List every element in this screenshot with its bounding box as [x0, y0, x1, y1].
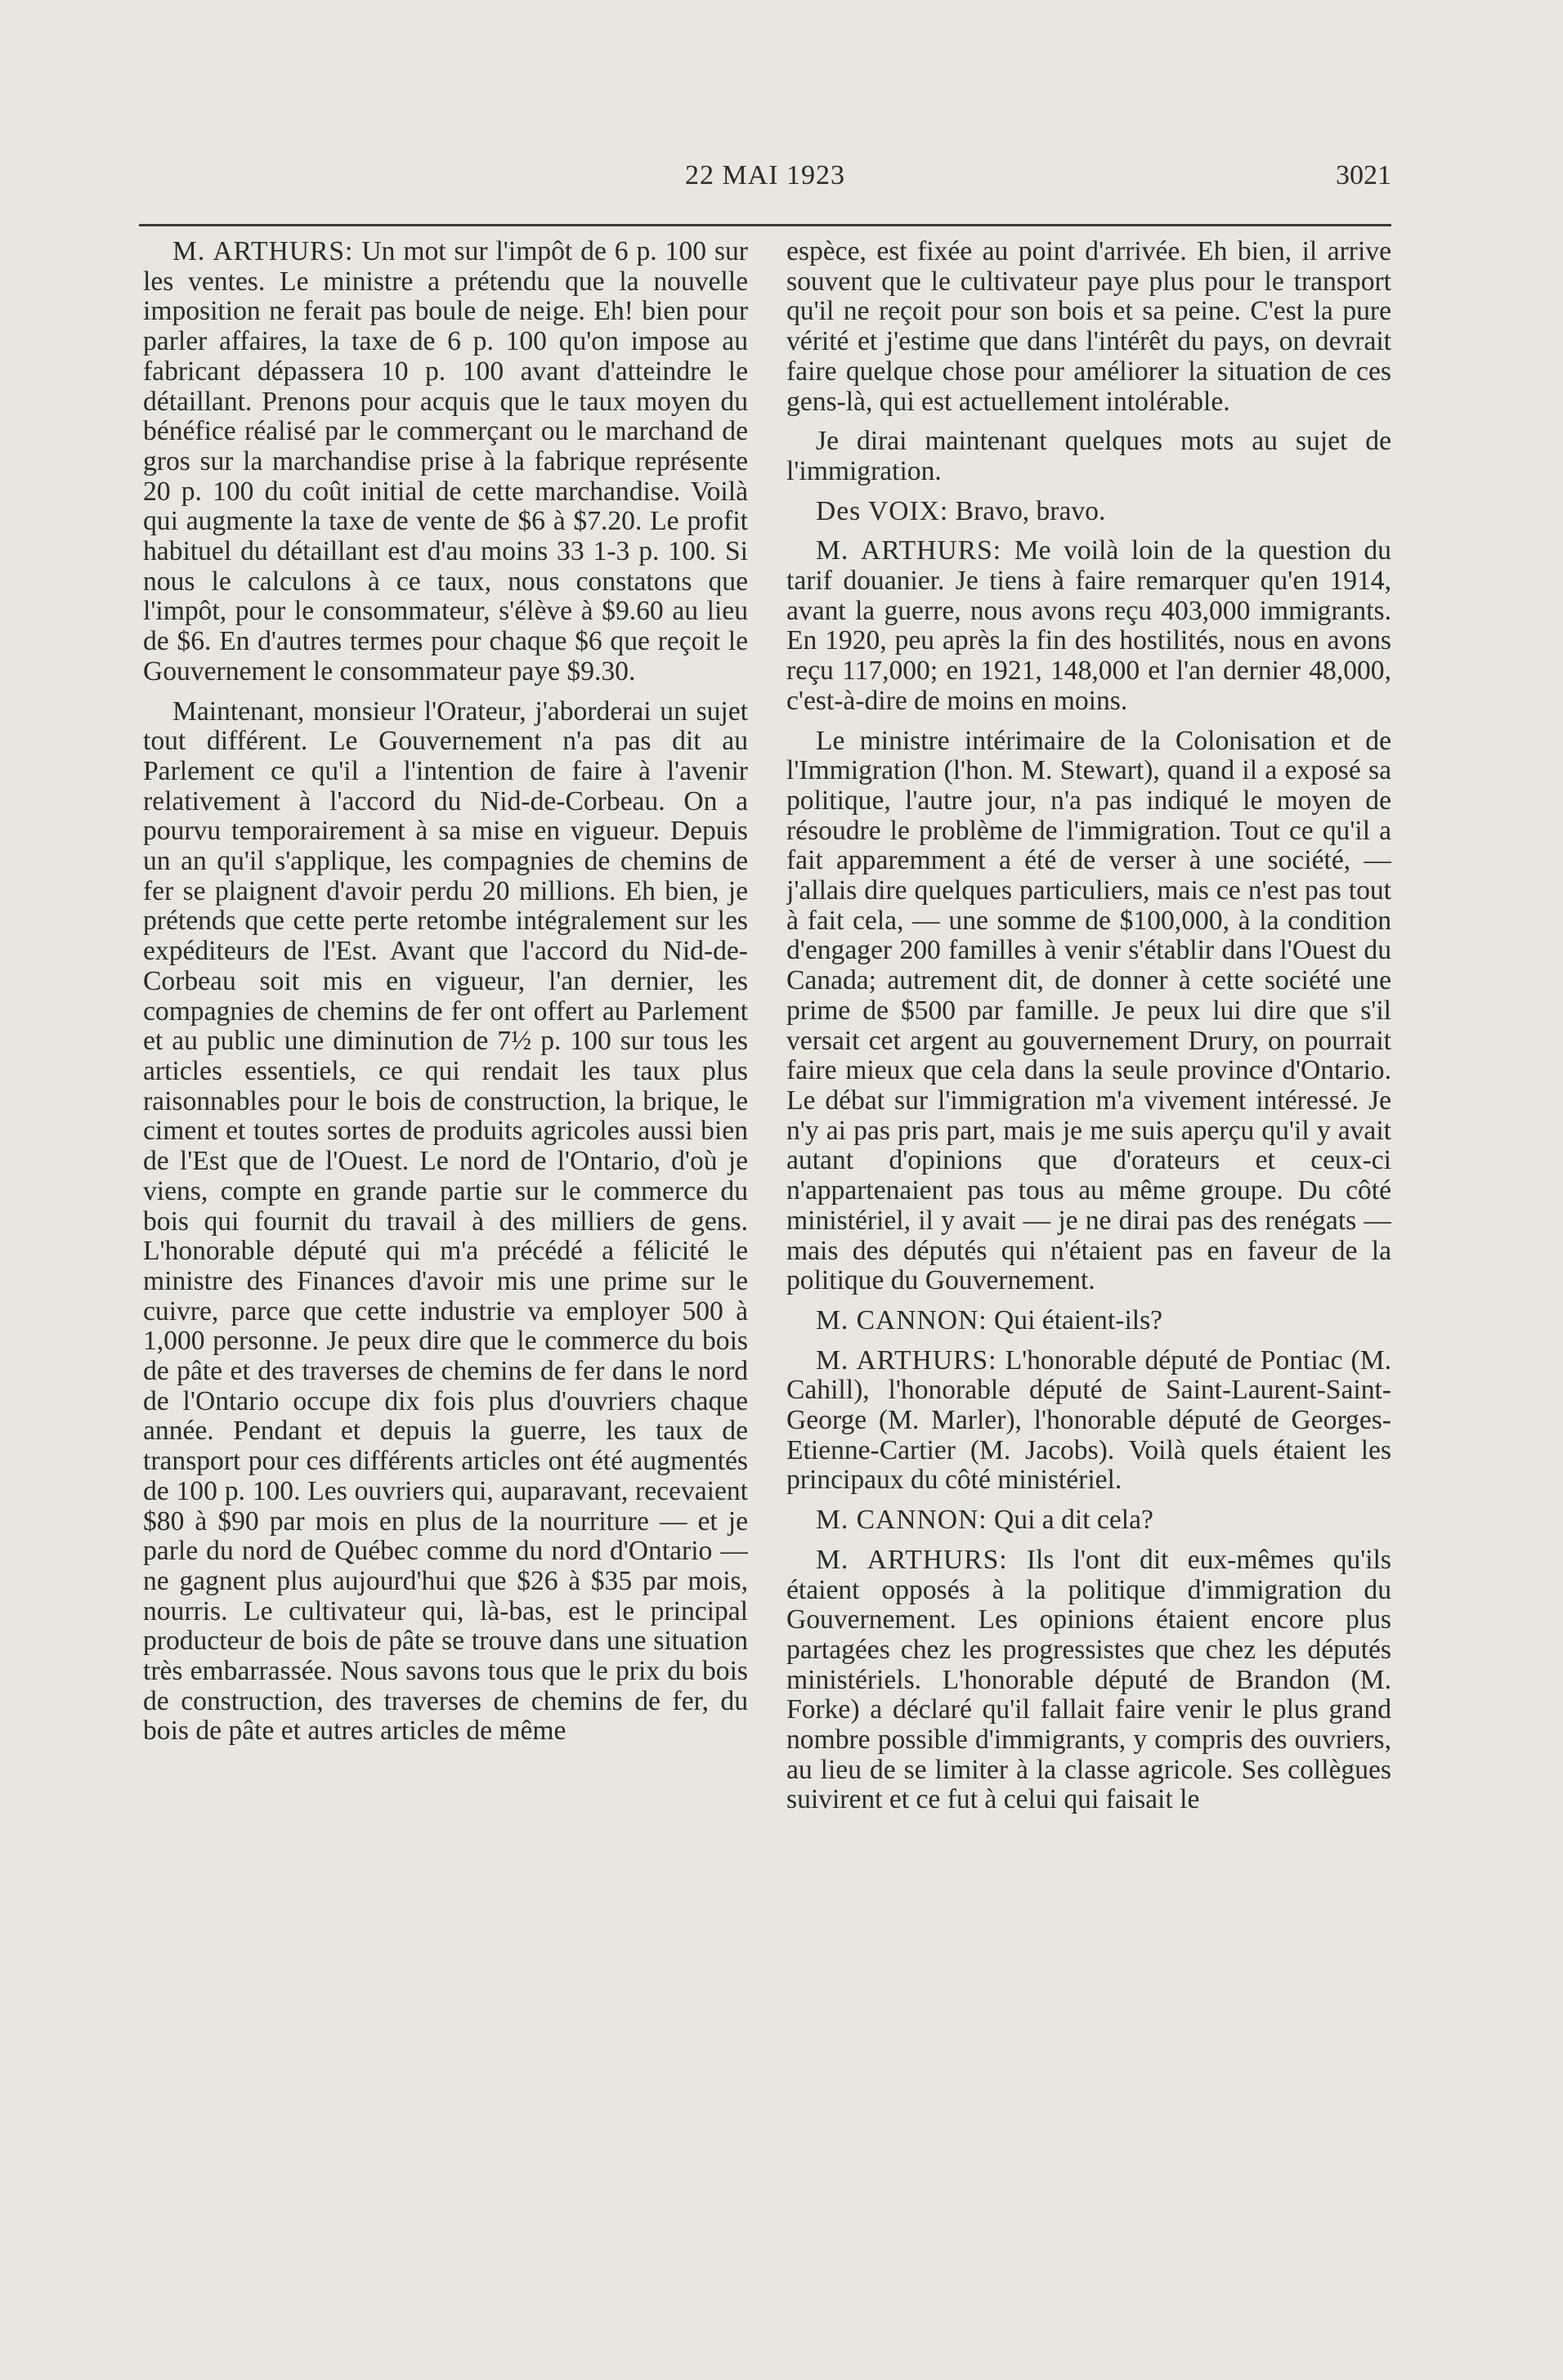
left-column	[143, 237, 748, 2264]
page-header	[139, 152, 1391, 201]
paragraph-text: Me voilà loin de la question du tarif douanier. Je tiens à faire remarquer qu'en 1914, avant la guerre, nous avons reçu 403,000 immigrants. En 1920, peu après la fin des hostilités, nous en avons reçu 117,000; en 1921, 148,000 et l'an dernier 48,000, c'est-à-dire de moins en moins.	[786, 535, 1391, 716]
paragraph-text: L'honorable député de Pontiac (M. Cahill), l'honorable député de Saint-Laurent-Saint-George (M. Marler), l'honorable député de Georges-Etienne-Cartier (M. Jacobs). Voilà quels étaient les principaux du côté ministériel.	[786, 1344, 1391, 1496]
paragraph-text: Maintenant, monsieur l'Orateur, j'aborderai un sujet tout différent. Le Gouvernement n'a pas dit au Parlement ce qu'il a l'intention de faire à l'avenir relativement à l'accord du Nid-de-Corbeau. On a pourvu temporairement à sa mise en vigueur. Depuis un an qu'il s'applique, les compagnies de chemins de fer se plaignent d'avoir perdu 20 millions. Eh bien, je prétends que cette perte retombe intégralement sur les expéditeurs de l'Est. Avant que l'accord du Nid-de-Corbeau soit mis en vigueur, l'an dernier, les compagnies de chemins de fer ont offert au Parlement et au public une diminution de 7½ p. 100 sur tous les articles essentiels, ce qui rendait les taux plus raisonnables pour le bois de construction, la brique, le ciment et toutes sortes de produits agricoles aussi bien de l'Est que de l'Ouest. Le nord de l'Ontario, d'où je viens, compte en grande partie sur le commerce du bois qui fournit du travail à des milliers de gens. L'honorable député qui m'a précédé a félicité le ministre des Finances d'avoir mis une prime sur le cuivre, parce que cette industrie va employer 500 à 1,000 personne. Je peux dire que le commerce du bois de pâte et des traverses de chemins de fer dans le nord de l'Ontario occupe dix fois plus d'ouvriers chaque année. Pendant et depuis la guerre, les taux de transport pour ces différents articles ont été augmentés de 100 p. 100. Les ouvriers qui, auparavant, recevaient $80 à $90 par mois en plus de la nourriture — et je parle du nord de Québec comme du nord d'Ontario — ne gagnent plus aujourd'hui que $26 à $35 par mois, nourris. Le cultivateur qui, là-bas, est le principal producteur de bois de pâte se trouve dans une situation très embarrassée. Nous savons tous que le prix du bois de construction, des traverses de chemins de fer, du bois de pâte et autres articles de même	[143, 696, 748, 1747]
paragraph-text: Je dirai maintenant quelques mots au sujet de l'immigration.	[786, 426, 1391, 486]
paragraph	[786, 237, 1391, 417]
speaker-name: M. ARTHURS:	[172, 237, 354, 266]
paragraph	[786, 1346, 1391, 1496]
paragraph-text: Qui étaient-ils?	[994, 1304, 1163, 1335]
right-column	[786, 237, 1391, 2264]
paragraph-text: espèce, est fixée au point d'arrivée. Eh bien, il arrive souvent que le cultivateur paye plus pour le transport qu'il ne reçoit pour son bois et sa peine. C'est la pure vérité et j'estime que dans l'intérêt du pays, on devrait faire quelque chose pour améliorer la situation de ces gens-là, qui est actuellement intolérable.	[786, 237, 1391, 417]
paragraph	[143, 697, 748, 1747]
paragraph	[786, 427, 1391, 486]
paragraph-text: Bravo, bravo.	[955, 495, 1106, 526]
speaker-name: M. ARTHURS:	[816, 1544, 1008, 1575]
paragraph	[786, 497, 1391, 527]
header-rule	[139, 224, 1391, 226]
speaker-name: M. CANNON:	[816, 1304, 988, 1335]
paragraph	[143, 237, 748, 687]
paragraph-text: Qui a dit cela?	[994, 1505, 1153, 1536]
speaker-name: M. ARTHURS:	[816, 535, 1002, 566]
paragraph	[786, 727, 1391, 1296]
page-number: 3021	[1336, 160, 1391, 190]
paragraph-text: Ils l'ont dit eux-mêmes qu'ils étaient opposés à la politique d'immigration du Gouvernement. Les opinions étaient encore plus partagées chez les progressistes que chez les députés ministériels. L'honorable député de Brandon (M. Forke) a déclaré qu'il fallait faire venir le plus grand nombre possible d'immigrants, y compris des ouvriers, au lieu de se limiter à la classe agricole. Ses collègues suivirent et ce fut à celui qui faisait le	[786, 1544, 1391, 1815]
paragraph-text: Le ministre intérimaire de la Colonisation et de l'Immigration (l'hon. M. Stewart), quand il a exposé sa politique, l'autre jour, n'a pas indiqué le moyen de résoudre le problème de l'immigration. Tout ce qu'il a fait apparemment a été de verser à une société, — j'allais dire quelques particuliers, mais ce n'est pas tout à fait cela, — une somme de $100,000, à la condition d'engager 200 familles à venir s'établir dans l'Ouest du Canada; autrement dit, de donner à cette société une prime de $500 par famille. Je peux lui dire que s'il versait cet argent au gouvernement Drury, on pourrait faire mieux que cela dans la seule province d'Ontario. Le débat sur l'immigration m'a vivement intéressé. Je n'y ai pas pris part, mais je me suis aperçu qu'il y avait autant d'opinions que d'orateurs et ceux-ci n'appartenaient pas tous au même groupe. Du côté ministériel, il y avait — je ne dirai pas des renégats — mais des députés qui n'étaient pas en faveur de la politique du Gouvernement.	[786, 725, 1391, 1296]
paragraph	[786, 536, 1391, 716]
page-date: 22 MAI 1923	[684, 160, 846, 190]
speaker-name: Des VOIX:	[816, 495, 949, 526]
speaker-name: M. CANNON:	[816, 1505, 988, 1536]
paragraph	[786, 1505, 1391, 1536]
speaker-name: M. ARTHURS:	[816, 1344, 997, 1376]
paragraph-text: Un mot sur l'impôt de 6 p. 100 sur les ventes. Le ministre a prétendu que la nouvelle imposition ne ferait pas boule de neige. Eh! bien pour parler affaires, la taxe de 6 p. 100 qu'on impose au fabricant dépassera 10 p. 100 avant d'atteindre le détaillant. Prenons pour acquis que le taux moyen du bénéfice réalisé par le commerçant ou le marchand de gros sur la marchandise prise à la fabrique représente 20 p. 100 du coût initial de cette marchandise. Voilà qui augmente la taxe de vente de $6 à $7.20. Le profit habituel du détaillant est d'au moins 33 1-3 p. 100. Si nous le calculons à ce taux, nous constatons que l'impôt, pour le consommateur, s'élève à $9.60 au lieu de $6. En d'autres termes pour chaque $6 que reçoit le Gouvernement le consommateur paye $9.30.	[143, 237, 748, 687]
paragraph	[786, 1546, 1391, 1815]
paragraph	[786, 1306, 1391, 1336]
